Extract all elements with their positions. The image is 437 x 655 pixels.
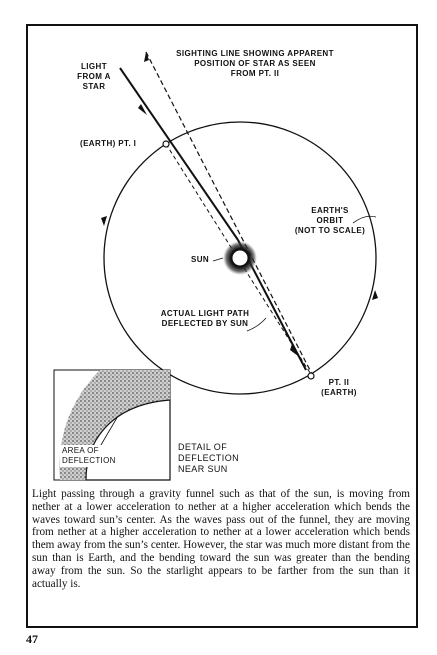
label-detail-of-deflection: DETAIL OF DEFLECTION NEAR SUN: [178, 442, 240, 474]
label-area-of-deflection: AREA OF DEFLECTION: [62, 446, 116, 465]
figure-caption: Light passing through a gravity funnel such as that of the sun, is moving from nether at a lower acceleration to nether at a higher acceleration which bends the waves toward sun’s center. As the waves pass out of the funnel, they are moving from nether at a higher acceleration to nether at a lower acceleration which bends them away from the sun’s center. However, the star was much more distant from the sun than is Earth, and the bending toward the sun was greater than the bending away from the sun. So the starlight appears to be farther from the sun than it actually is.: [32, 488, 410, 590]
page-number: 47: [26, 632, 38, 646]
label-pt2-earth: PT. II (EARTH): [321, 378, 357, 397]
orbit-arrow-right: [372, 290, 378, 300]
sun-disc: [232, 250, 248, 266]
label-sun: SUN: [191, 255, 210, 264]
label-actual-light-path: ACTUAL LIGHT PATH DEFLECTED BY SUN: [160, 309, 250, 328]
label-earth-pt1: (EARTH) PT. I: [80, 139, 137, 148]
sun-label-leader: [213, 258, 223, 261]
label-earths-orbit: EARTH'S ORBIT (NOT TO SCALE): [294, 206, 366, 235]
label-light-from-star: LIGHT FROM A STAR: [77, 62, 111, 91]
earth-point-1: [163, 141, 169, 147]
light-path-incoming: [120, 68, 238, 240]
label-sighting-line: SIGHTING LINE SHOWING APPARENT POSITION OF STAR AS SEEN FROM PT. II: [176, 49, 334, 78]
sighting-line-arrow: [144, 52, 149, 62]
orbit-arrow-left: [101, 216, 107, 226]
